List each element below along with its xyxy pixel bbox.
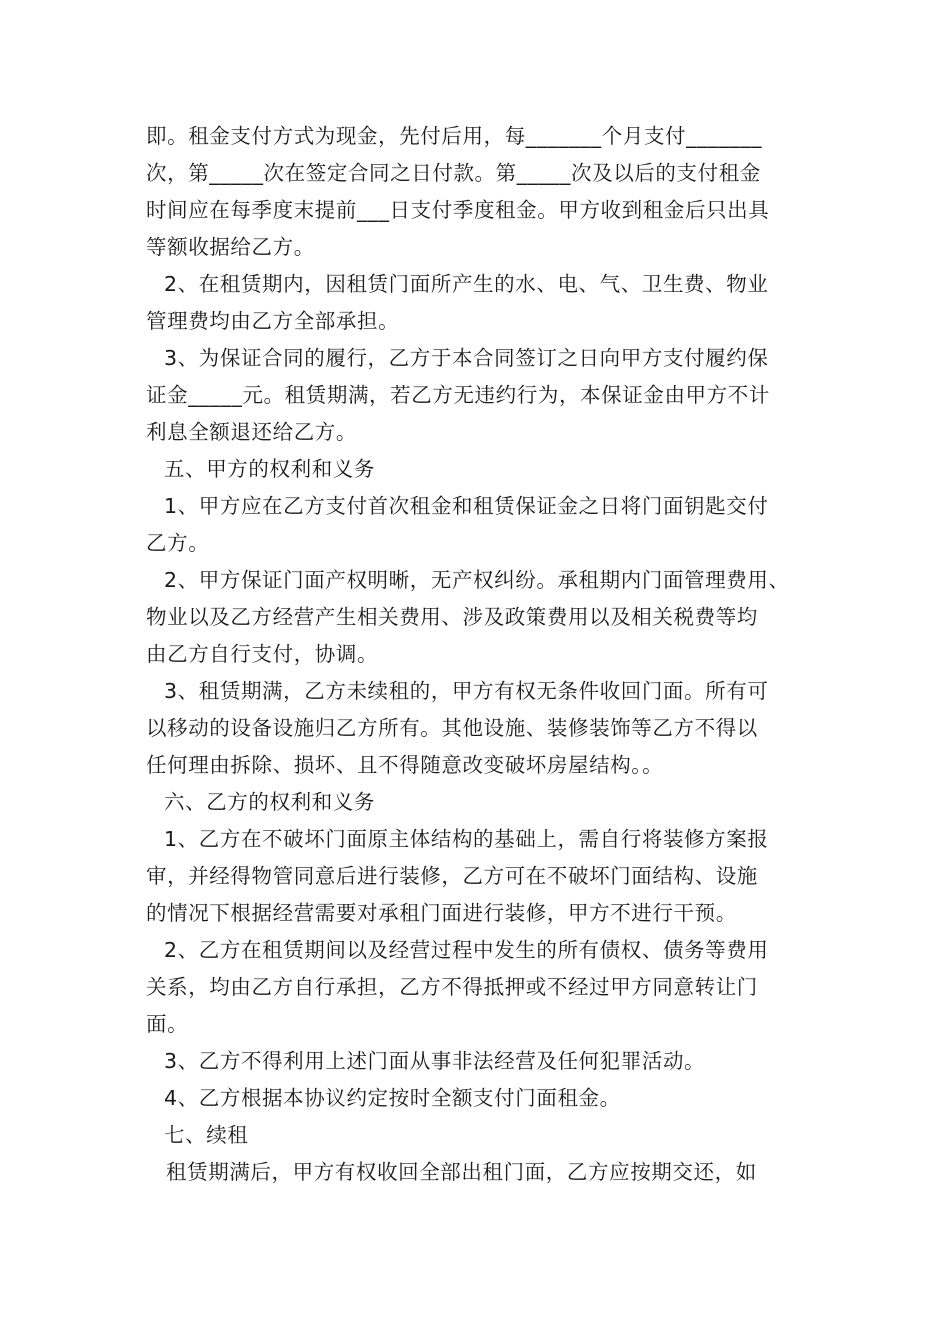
text-line: 任何理由拆除、损坏、且不得随意改变破坏房屋结构。。 <box>146 753 664 777</box>
text-line: 乙方。 <box>146 531 210 555</box>
text-line: 物业以及乙方经营产生相关费用、涉及政策费用以及相关税费等均 <box>146 605 758 629</box>
clause-line: 4、乙方根据本协议约定按时全额支付门面租金。 <box>164 1086 621 1110</box>
clause-line: 2、乙方在租赁期间以及经营过程中发生的所有债权、债务等费用 <box>164 938 769 962</box>
text-line: 利息全额退还给乙方。 <box>146 420 357 444</box>
text-line: 次，第_____次在签定合同之日付款。第_____次及以后的支付租金 <box>146 161 761 185</box>
section-heading: 七、续租 <box>164 1123 249 1147</box>
text-line: 以移动的设备设施归乙方所有。其他设施、装修装饰等乙方不得以 <box>146 716 758 740</box>
clause-line: 1、甲方应在乙方支付首次租金和租赁保证金之日将门面钥匙交付 <box>164 494 769 518</box>
clause-line: 2、在租赁期内，因租赁门面所产生的水、电、气、卫生费、物业 <box>164 272 769 296</box>
text-line: 由乙方自行支付，协调。 <box>146 642 379 666</box>
text-line: 租赁期满后，甲方有权收回全部出租门面，乙方应按期交还，如 <box>166 1160 757 1184</box>
clause-line: 1、乙方在不破坏门面原主体结构的基础上，需自行将装修方案报 <box>164 827 769 851</box>
text-line: 管理费均由乙方全部承担。 <box>146 309 400 333</box>
clause-line: 3、租赁期满，乙方未续租的，甲方有权无条件收回门面。所有可 <box>164 679 769 703</box>
text-line: 面。 <box>146 1012 189 1036</box>
section-heading: 六、乙方的权利和义务 <box>164 790 375 814</box>
document-body <box>146 118 816 1191</box>
section-heading: 五、甲方的权利和义务 <box>164 457 375 481</box>
clause-line: 3、乙方不得利用上述门面从事非法经营及任何犯罪活动。 <box>164 1049 706 1073</box>
text-line: 证金_____元。租赁期满，若乙方无违约行为，本保证金由甲方不计 <box>146 383 770 407</box>
text-line: 时间应在每季度末提前___日支付季度租金。甲方收到租金后只出具 <box>146 198 770 222</box>
text-line: 即。租金支付方式为现金，先付后用，每_______个月支付_______ <box>146 124 763 148</box>
text-line: 审，并经得物管同意后进行装修，乙方可在不破坏门面结构、设施 <box>146 864 758 888</box>
clause-line: 2、甲方保证门面产权明晰，无产权纠纷。承租期内门面管理费用、 <box>164 568 790 592</box>
text-line: 关系，均由乙方自行承担，乙方不得抵押或不经过甲方同意转让门 <box>146 975 758 999</box>
clause-line: 3、为保证合同的履行，乙方于本合同签订之日向甲方支付履约保 <box>164 346 769 370</box>
text-line: 的情况下根据经营需要对承租门面进行装修，甲方不进行干预。 <box>146 901 737 925</box>
text-line: 等额收据给乙方。 <box>146 235 315 259</box>
